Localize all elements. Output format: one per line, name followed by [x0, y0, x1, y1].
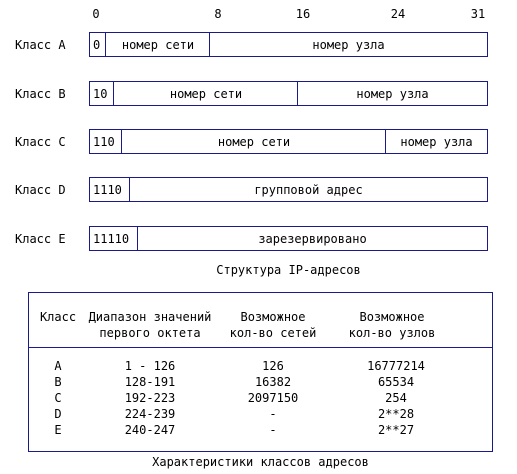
bit-tick-16: 16 [295, 7, 311, 21]
class-c-prefix: 110 [93, 134, 115, 149]
class-a-host: номер узла [209, 33, 487, 56]
header-range-line1: Диапазон значений [88, 310, 212, 324]
cell-networks: 126 [262, 359, 284, 373]
cell-range: 224-239 [124, 407, 176, 421]
bit-tick-8: 8 [214, 7, 222, 21]
class-e-label: Класс Е [15, 232, 66, 246]
cell-hosts: 16777214 [367, 359, 425, 373]
class-d-bar [89, 177, 488, 202]
structure-caption: Структура IP-адресов [216, 263, 361, 277]
class-a-prefix: 0 [93, 37, 101, 52]
cell-range: 128-191 [124, 375, 176, 389]
class-c-host: номер узла [385, 130, 487, 153]
class-d-multicast: групповой адрес [129, 178, 487, 201]
class-c-network: номер сети [121, 130, 386, 153]
class-c-label: Класс С [15, 135, 66, 149]
cell-networks: - [269, 423, 277, 437]
cell-class: С [54, 391, 62, 405]
header-networks-line1: Возможное [240, 310, 306, 324]
cell-hosts: 65534 [377, 375, 415, 389]
header-class: Класс [39, 310, 77, 324]
class-e-prefix: 11110 [93, 231, 130, 246]
class-b-host: номер узла [297, 82, 487, 105]
class-e-reserved: зарезервировано [137, 227, 487, 250]
class-a-bar [89, 32, 488, 57]
cell-class: А [54, 359, 62, 373]
bit-tick-31: 31 [470, 7, 486, 21]
table-caption: Характеристики классов адресов [152, 455, 369, 469]
header-hosts-line1: Возможное [359, 310, 425, 324]
cell-class: E [54, 423, 62, 437]
cell-networks: 2097150 [247, 391, 299, 405]
cell-networks: - [269, 407, 277, 421]
bit-tick-0: 0 [92, 7, 100, 21]
cell-range: 240-247 [124, 423, 176, 437]
table-header-divider [29, 347, 492, 348]
cell-range: 192-223 [124, 391, 176, 405]
header-range-line2: первого октета [99, 326, 201, 340]
class-b-bar [89, 81, 488, 106]
header-networks-line2: кол-во сетей [229, 326, 317, 340]
class-characteristics-table [28, 292, 493, 452]
class-e-bar [89, 226, 488, 251]
cell-hosts: 2**27 [377, 423, 415, 437]
class-d-prefix: 1110 [93, 182, 122, 197]
class-b-network: номер сети [113, 82, 298, 105]
class-d-label: Класс D [15, 183, 66, 197]
cell-hosts: 254 [385, 391, 407, 405]
cell-class: В [54, 375, 62, 389]
cell-hosts: 2**28 [377, 407, 415, 421]
cell-networks: 16382 [254, 375, 292, 389]
class-c-bar [89, 129, 488, 154]
class-a-network: номер сети [105, 33, 210, 56]
cell-range: 1 - 126 [124, 359, 176, 373]
bit-tick-24: 24 [390, 7, 406, 21]
class-b-prefix: 10 [93, 86, 108, 101]
cell-class: D [54, 407, 62, 421]
class-a-label: Класс А [15, 38, 66, 52]
class-b-label: Класс В [15, 87, 66, 101]
header-hosts-line2: кол-во узлов [348, 326, 436, 340]
